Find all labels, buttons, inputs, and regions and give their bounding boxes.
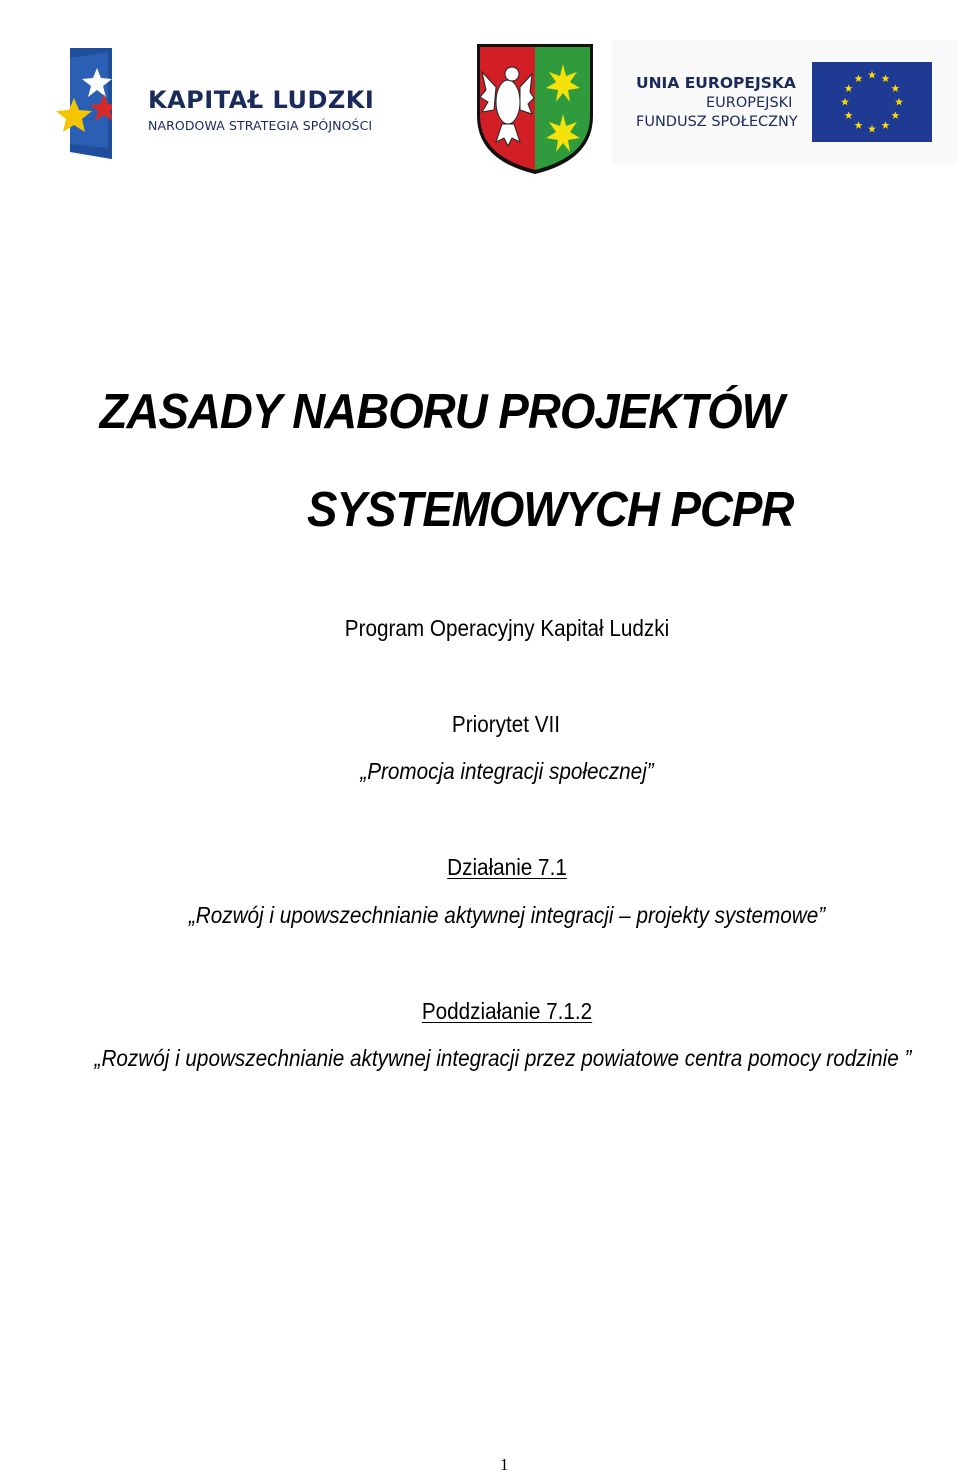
kapital-ludzki-subtitle: NARODOWA STRATEGIA SPÓJNOŚCI (148, 118, 373, 133)
coat-of-arms (474, 42, 596, 176)
coat-of-arms-icon (474, 42, 596, 176)
subaction-name: „Rozwój i upowszechnianie aktywnej integracji przez powiatowe centra pomocy rodzinie ” (94, 1045, 912, 1071)
kapital-ludzki-logo (52, 48, 397, 163)
action-name: „Rozwój i upowszechnianie aktywnej integracji – projekty systemowe” (188, 902, 826, 928)
subaction-label (75, 998, 939, 1025)
document-title-line-1: ZASADY NABORU PROJEKTÓW (99, 385, 784, 439)
priority-name: „Promocja integracji społecznej” (360, 758, 654, 784)
eu-title: UNIA EUROPEJSKA (636, 74, 796, 92)
kapital-ludzki-emblem-icon (52, 48, 112, 160)
eu-logo (612, 40, 958, 164)
page-number: 1 (500, 1455, 509, 1474)
action-label (75, 854, 939, 881)
eu-flag-icon (812, 62, 932, 142)
subaction-label-text: Poddziałanie 7.1.2 (421, 998, 593, 1024)
eu-fund-line1: EUROPEJSKI (706, 95, 793, 111)
action-label-text: Działanie 7.1 (447, 854, 567, 880)
logo-header (0, 0, 960, 205)
eu-fund-line2: FUNDUSZ SPOŁECZNY (636, 114, 798, 130)
priority-label: Priorytet VII (451, 711, 561, 737)
document-title-line-2: SYSTEMOWYCH PCPR (307, 483, 794, 537)
kapital-ludzki-title: KAPITAŁ LUDZKI (148, 86, 375, 114)
program-name: Program Operacyjny Kapitał Ludzki (344, 615, 670, 641)
